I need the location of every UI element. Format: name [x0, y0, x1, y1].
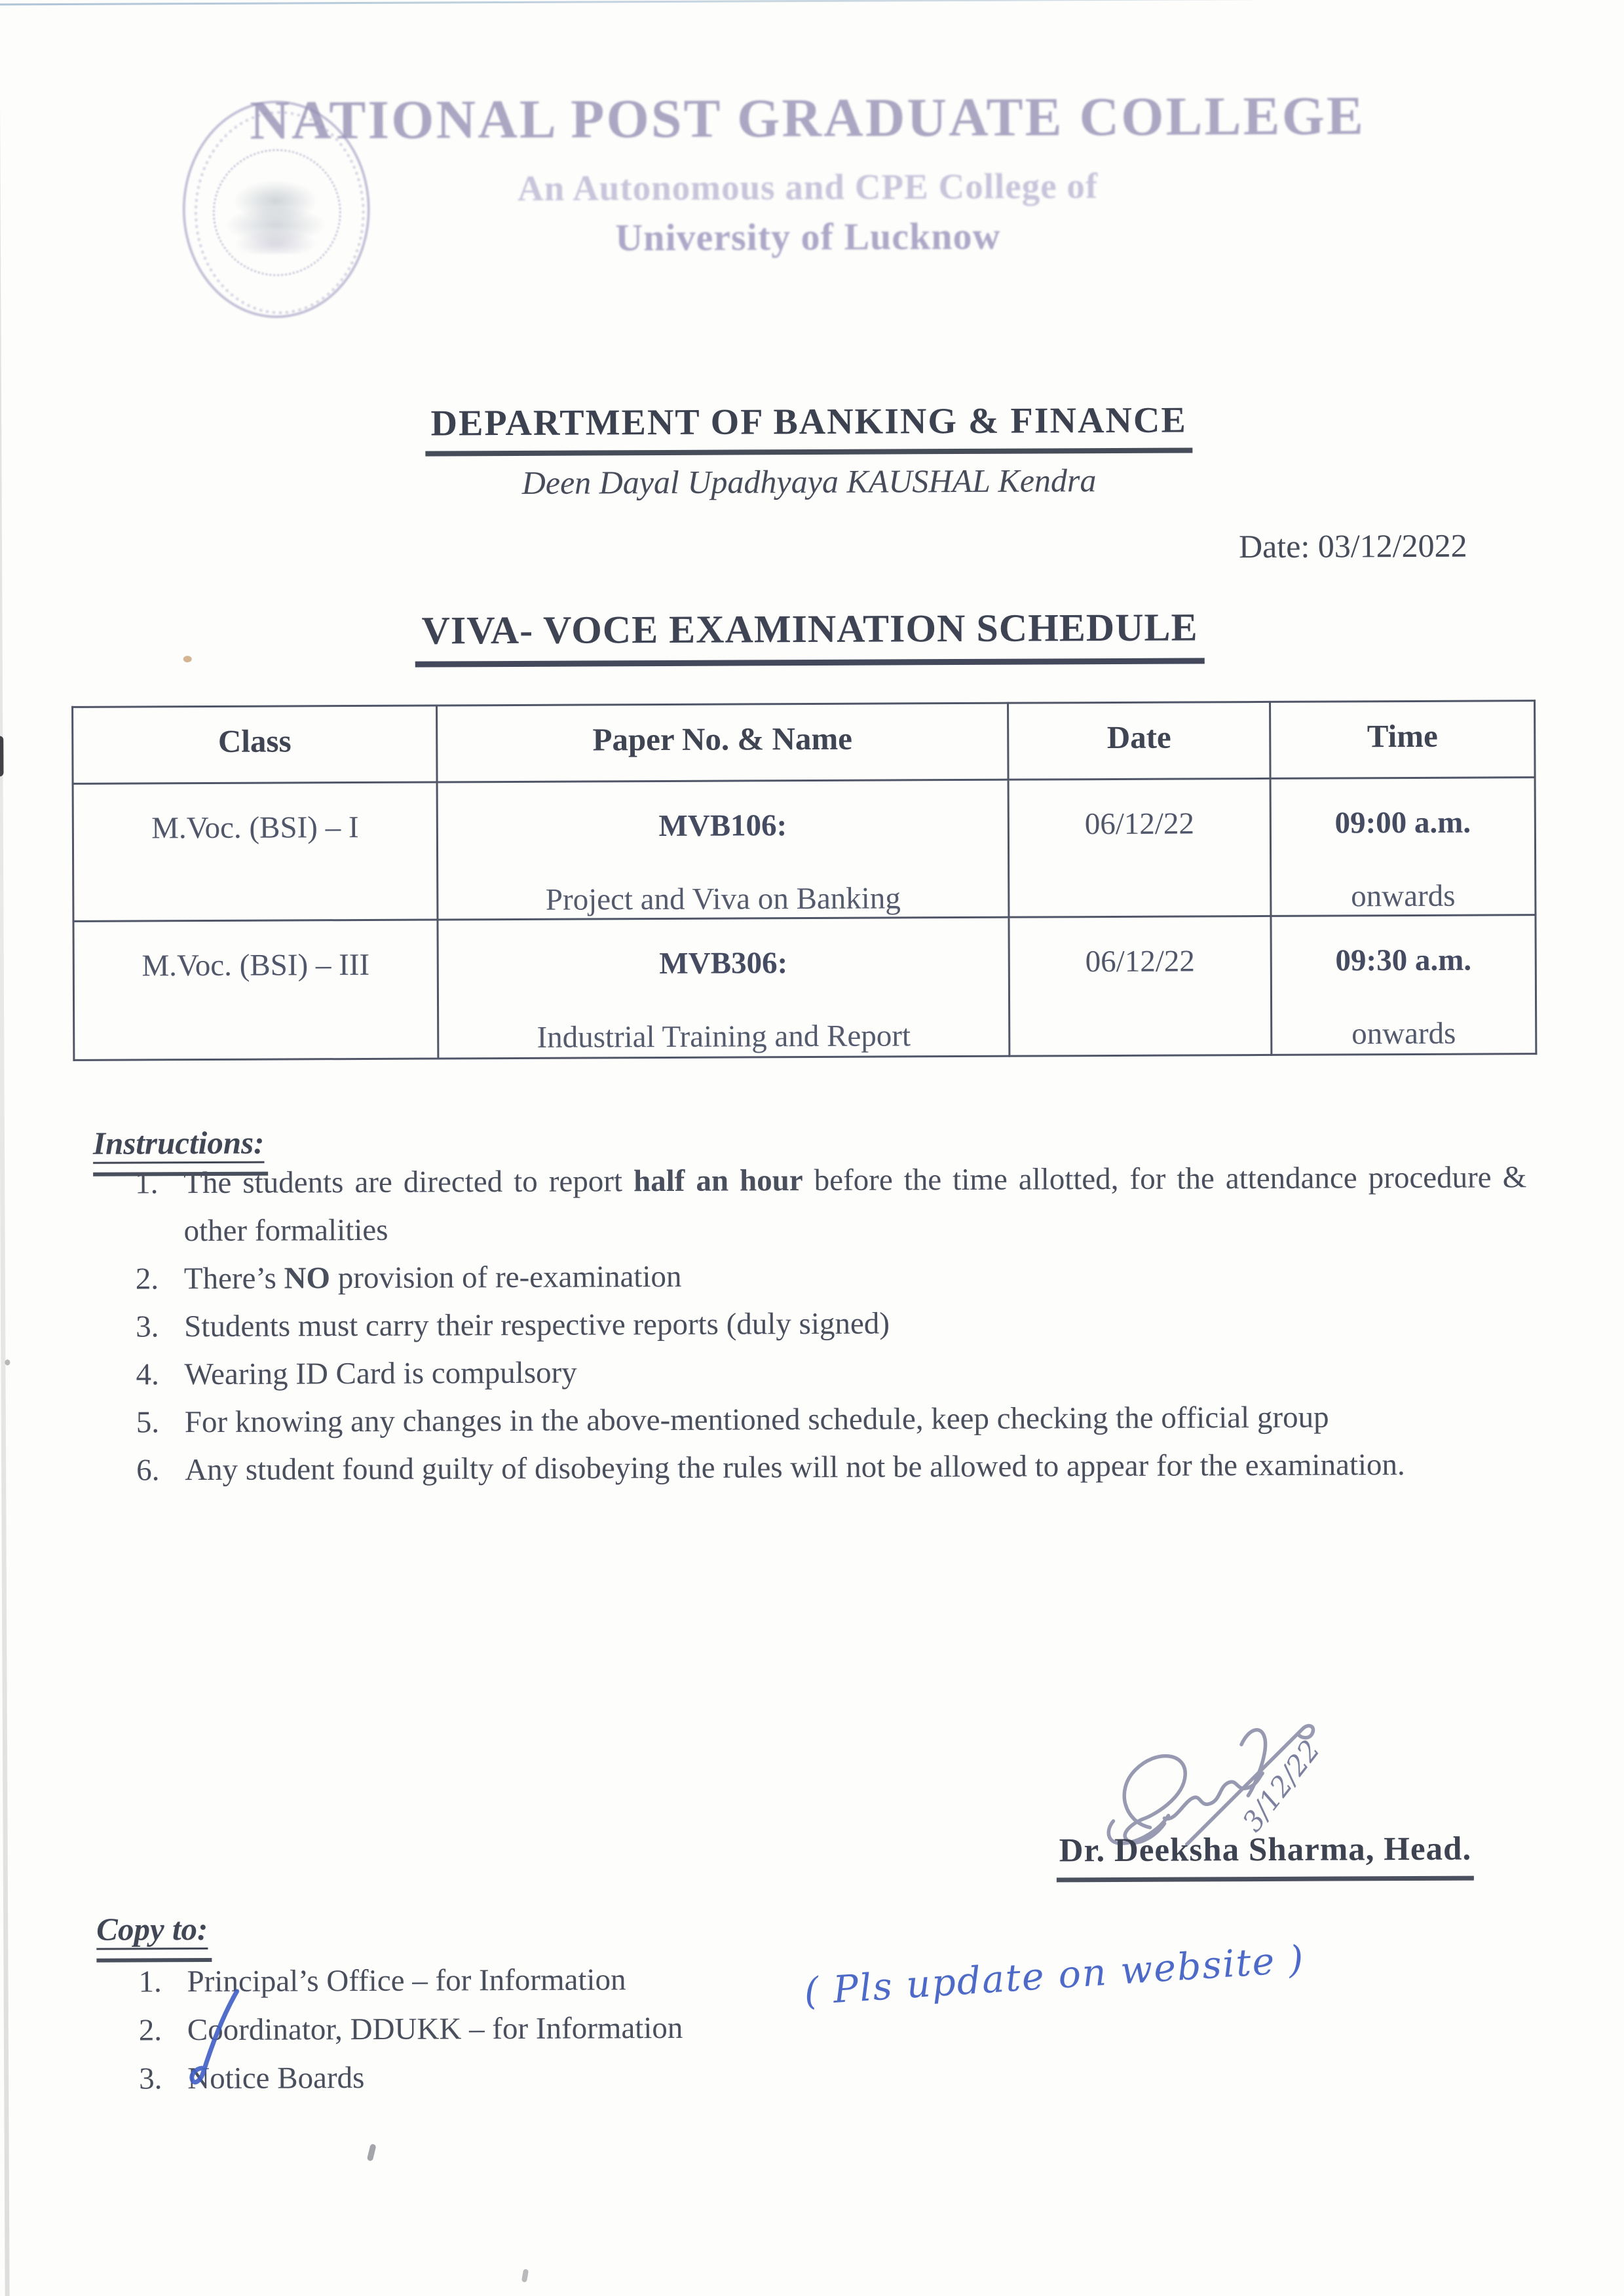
instruction-item	[136, 1440, 1528, 1494]
table-row	[73, 915, 1536, 1061]
text-segment: Students must carry their respective reports (duly signed)	[184, 1306, 890, 1344]
time-value: 09:30 a.m.	[1335, 943, 1472, 978]
department-heading-block	[0, 398, 1621, 504]
schedule-table	[71, 700, 1537, 1061]
copy-item	[139, 2002, 1056, 2054]
col-header-date: Date	[1008, 702, 1271, 780]
paper-name: Project and Viva on Banking	[545, 881, 901, 917]
list-number: 2.	[135, 1262, 159, 1296]
instruction-text	[184, 1345, 1527, 1399]
instructions-list	[135, 1154, 1528, 1494]
time-value: 09:00 a.m.	[1334, 805, 1471, 840]
college-affiliation-line2: University of Lucknow	[615, 214, 1001, 259]
date-value: 06/12/22	[1084, 806, 1195, 842]
instruction-text	[183, 1154, 1527, 1255]
col-header-paper: Paper No. & Name	[437, 703, 1009, 782]
copy-item-text: Coordinator, DDUKK – for Information	[187, 2010, 683, 2048]
scan-artifact	[0, 0, 1619, 5]
instruction-item	[135, 1154, 1527, 1255]
list-number: 3.	[139, 2061, 162, 2096]
text-segment: before the time allotted, for the attendance procedure & other formalities	[183, 1160, 1527, 1249]
paper-code: MVB306:	[659, 946, 788, 981]
copy-item	[139, 2050, 1056, 2103]
class-cell	[73, 920, 438, 1060]
copy-item-text: Notice Boards	[187, 2060, 365, 2096]
instruction-text	[185, 1440, 1528, 1494]
college-affiliation-line1: An Autonomous and CPE College of	[517, 166, 1099, 208]
instruction-item	[136, 1345, 1527, 1399]
col-header-time: Time	[1270, 701, 1536, 779]
list-number: 5.	[136, 1405, 160, 1440]
text-segment: For knowing any changes in the above-mentioned schedule, keep checking the official group	[184, 1400, 1329, 1440]
scan-artifact	[521, 2268, 529, 2282]
list-number: 2.	[138, 2013, 162, 2048]
schedule-title: VIVA- VOCE EXAMINATION SCHEDULE	[415, 605, 1204, 667]
date-value: 06/12/22	[1085, 944, 1195, 979]
blue-checkmark-icon	[183, 1986, 247, 2090]
text-segment: The students are directed to report	[183, 1164, 634, 1201]
scan-artifact	[367, 2143, 377, 2161]
instruction-item	[136, 1393, 1528, 1446]
table-row	[73, 778, 1536, 922]
list-number: 1.	[138, 1965, 162, 1999]
time-suffix: onwards	[1351, 1016, 1456, 1051]
class-cell	[73, 782, 438, 921]
time-cell	[1271, 915, 1536, 1055]
text-segment-bold: half an hour	[633, 1163, 803, 1199]
text-segment: There’s	[183, 1261, 284, 1296]
schedule-title-block	[0, 603, 1622, 669]
scan-artifact	[0, 736, 4, 776]
instruction-text	[184, 1297, 1527, 1351]
instruction-item	[136, 1297, 1527, 1351]
list-number: 3.	[136, 1309, 159, 1344]
table-header-row	[73, 701, 1535, 784]
list-number: 4.	[136, 1357, 159, 1392]
date-line: Date: 03/12/2022	[1238, 527, 1467, 565]
time-cell	[1270, 778, 1536, 916]
copy-to-heading: Copy to:	[96, 1910, 212, 1963]
instructions-heading: Instructions:	[93, 1124, 269, 1176]
copy-item-text: Principal’s Office – for Information	[187, 1963, 626, 1999]
college-name: NATIONAL POST GRADUATE COLLEGE	[250, 85, 1366, 151]
signature-date: 3/12/22	[1236, 1734, 1327, 1838]
paper-code: MVB106:	[658, 808, 787, 844]
list-number: 1.	[135, 1166, 159, 1201]
handwritten-note: ( Pls update on website )	[803, 1938, 1306, 2014]
paper-name: Industrial Training and Report	[537, 1019, 911, 1055]
date-cell	[1009, 916, 1272, 1056]
kendra-subtitle: Deen Dayal Upadhyaya KAUSHAL Kendra	[521, 462, 1097, 501]
text-segment: provision of re-examination	[330, 1259, 682, 1296]
department-name: DEPARTMENT OF BANKING & FINANCE	[425, 399, 1192, 456]
class-value: M.Voc. (BSI) – I	[151, 810, 359, 846]
instruction-text	[184, 1249, 1527, 1303]
instruction-item	[136, 1249, 1527, 1303]
col-header-class: Class	[73, 706, 438, 783]
scan-artifact	[5, 1359, 10, 1365]
list-number: 6.	[136, 1453, 160, 1488]
instruction-text	[185, 1393, 1528, 1446]
text-segment-bold: NO	[284, 1261, 331, 1296]
signatory-name: Dr. Deeksha Sharma, Head.	[1057, 1830, 1475, 1883]
scan-artifact	[0, 3, 10, 2296]
date-cell	[1008, 778, 1271, 917]
text-segment: Wearing ID Card is compulsory	[184, 1355, 577, 1392]
paper-cell	[438, 917, 1010, 1059]
class-value: M.Voc. (BSI) – III	[142, 947, 370, 983]
text-segment: Any student found guilty of disobeying the rules will not be allowed to appear for the examination.	[185, 1448, 1405, 1488]
paper-cell	[437, 780, 1009, 920]
time-suffix: onwards	[1351, 878, 1456, 914]
